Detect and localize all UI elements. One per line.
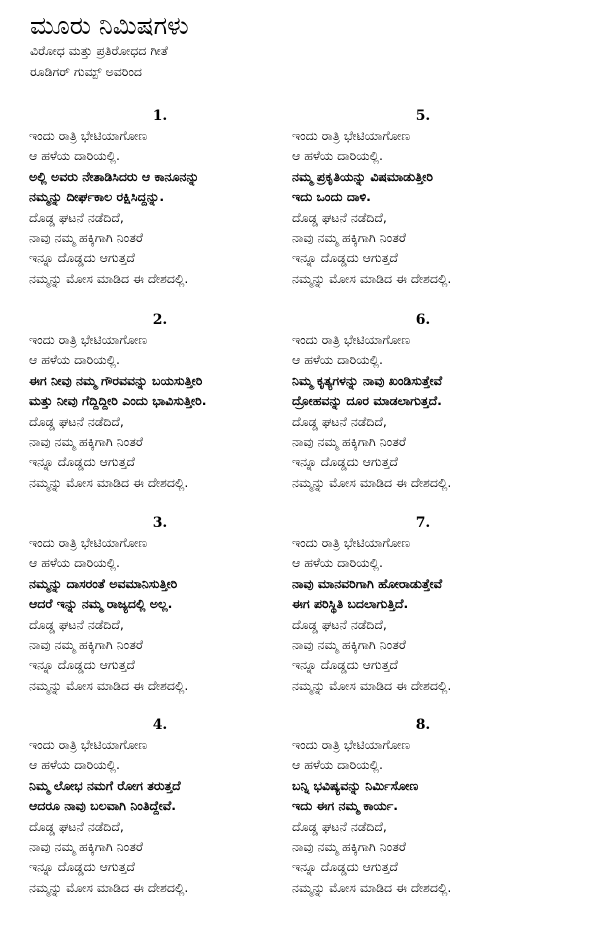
verse-line: ಇನ್ನೂ ದೊಡ್ಡದು ಆಗುತ್ತದೆ (292, 657, 398, 673)
verse-line: ದೊಡ್ಡ ಘಟನೆ ನಡೆದಿದೆ, (292, 818, 387, 834)
verse-number: 7. (415, 515, 431, 531)
verse-line-unique: ನಿಮ್ಮ ಕೃತ್ಯಗಳನ್ನು ನಾವು ಖಂಡಿಸುತ್ತೇವೆ (292, 372, 443, 388)
verse-line: ನಾವು ನಮ್ಮ ಹಕ್ಕಿಗಾಗಿ ನಿಂತರೆ (29, 433, 143, 449)
page-title: ಮೂರು ನಿಮಿಷಗಳು (30, 11, 189, 40)
verse-line: ನಾವು ನಮ್ಮ ಹಕ್ಕಿಗಾಗಿ ನಿಂತರೆ (292, 636, 406, 652)
verse-number: 6. (415, 312, 431, 328)
verse-line: ದೊಡ್ಡ ಘಟನೆ ನಡೆದಿದೆ, (29, 209, 124, 225)
verse-line: ನಾವು ನಮ್ಮ ಹಕ್ಕಿಗಾಗಿ ನಿಂತರೆ (292, 838, 406, 854)
verse-line: ನಾವು ನಮ್ಮ ಹಕ್ಕಿಗಾಗಿ ನಿಂತರೆ (292, 433, 406, 449)
verse-line: ನಮ್ಮನ್ನು ಮೋಸ ಮಾಡಿದ ಈ ದೇಶದಲ್ಲಿ. (29, 474, 189, 490)
verse-line: ಇನ್ನೂ ದೊಡ್ಡದು ಆಗುತ್ತದೆ (29, 657, 135, 673)
verse-1 (29, 107, 291, 289)
verse-line-unique: ಅಲ್ಲಿ ಅವರು ನೇತಾಡಿಸಿದರು ಆ ಕಾನೂನನ್ನು (29, 168, 199, 184)
verse-line: ನಮ್ಮನ್ನು ಮೋಸ ಮಾಡಿದ ಈ ದೇಶದಲ್ಲಿ. (292, 677, 452, 693)
verse-6 (292, 311, 554, 493)
verse-number: 5. (415, 108, 431, 124)
verse-line: ನಮ್ಮನ್ನು ಮೋಸ ಮಾಡಿದ ಈ ದೇಶದಲ್ಲಿ. (29, 270, 189, 286)
verse-line: ದೊಡ್ಡ ಘಟನೆ ನಡೆದಿದೆ, (292, 616, 387, 632)
verse-line: ನಾವು ನಮ್ಮ ಹಕ್ಕಿಗಾಗಿ ನಿಂತರೆ (29, 838, 143, 854)
verse-line: ಇನ್ನೂ ದೊಡ್ಡದು ಆಗುತ್ತದೆ (292, 250, 398, 266)
verse-line: ನಮ್ಮನ್ನು ಮೋಸ ಮಾಡಿದ ಈ ದೇಶದಲ್ಲಿ. (29, 677, 189, 693)
verse-line: ಆ ಹಳೆಯ ದಾರಿಯಲ್ಲಿ. (29, 757, 121, 773)
verse-line: ಆ ಹಳೆಯ ದಾರಿಯಲ್ಲಿ. (29, 352, 121, 368)
verse-2 (29, 311, 291, 493)
verse-line-unique: ನಮ್ಮನ್ನು ದೀರ್ಘಕಾಲ ರಕ್ಷಿಸಿದ್ದನ್ನು. (29, 189, 165, 205)
verse-line: ನಮ್ಮನ್ನು ಮೋಸ ಮಾಡಿದ ಈ ದೇಶದಲ್ಲಿ. (29, 879, 189, 895)
verse-line: ಇಂದು ರಾತ್ರಿ ಭೇಟಿಯಾಗೋಣ (29, 535, 148, 550)
verse-number: 3. (152, 515, 168, 531)
verse-line: ಇಂದು ರಾತ್ರಿ ಭೇಟಿಯಾಗೋಣ (292, 128, 411, 143)
verse-line-unique: ನಾವು ಮಾನವರಿಗಾಗಿ ಹೋರಾಡುತ್ತೇವೆ (292, 575, 443, 591)
verse-3 (29, 514, 291, 696)
subtitle-song-description: ವಿರೋಧ ಮತ್ತು ಪ್ರತಿರೋಧದ ಗೀತೆ (30, 43, 168, 58)
verse-5 (292, 107, 554, 289)
verse-line: ಇನ್ನೂ ದೊಡ್ಡದು ಆಗುತ್ತದೆ (292, 859, 398, 875)
verse-line: ಇಂದು ರಾತ್ರಿ ಭೇಟಿಯಾಗೋಣ (29, 128, 148, 143)
verse-line-unique: ಇದು ಒಂದು ದಾಳಿ. (292, 189, 371, 205)
verse-line: ದೊಡ್ಡ ಘಟನೆ ನಡೆದಿದೆ, (29, 818, 124, 834)
verse-line: ದೊಡ್ಡ ಘಟನೆ ನಡೆದಿದೆ, (29, 616, 124, 632)
verse-line: ಆ ಹಳೆಯ ದಾರಿಯಲ್ಲಿ. (292, 555, 384, 571)
verse-line-unique: ಈಗ ನೀವು ನಮ್ಮ ಗೌರವವನ್ನು ಬಯಸುತ್ತೀರಿ (29, 372, 203, 388)
verse-number: 4. (152, 717, 168, 733)
verse-line: ಇಂದು ರಾತ್ರಿ ಭೇಟಿಯಾಗೋಣ (292, 737, 411, 752)
verse-line-unique: ಆದರೆ ಇನ್ನು ನಮ್ಮ ರಾಜ್ಯದಲ್ಲಿ ಅಲ್ಲ. (29, 596, 173, 612)
verse-line-unique: ಆದರೂ ನಾವು ಬಲವಾಗಿ ನಿಂತಿದ್ದೇವೆ. (29, 798, 177, 814)
verse-line: ಆ ಹಳೆಯ ದಾರಿಯಲ್ಲಿ. (292, 757, 384, 773)
verse-7 (292, 514, 554, 696)
verse-line-unique: ಮತ್ತು ನೀವು ಗೆದ್ದಿದ್ದೀರಿ ಎಂದು ಭಾವಿಸುತ್ತೀರಿ. (29, 393, 207, 409)
verse-line-unique: ಇದು ಈಗ ನಮ್ಮ ಕಾರ್ಯ. (292, 798, 399, 814)
verse-line-unique: ಬನ್ನಿ ಭವಿಷ್ಯವನ್ನು ನಿರ್ಮಿಸೋಣ (292, 777, 419, 793)
verse-line: ನಮ್ಮನ್ನು ಮೋಸ ಮಾಡಿದ ಈ ದೇಶದಲ್ಲಿ. (292, 270, 452, 286)
verse-line: ಇನ್ನೂ ದೊಡ್ಡದು ಆಗುತ್ತದೆ (292, 454, 398, 470)
verse-line: ಇಂದು ರಾತ್ರಿ ಭೇಟಿಯಾಗೋಣ (29, 332, 148, 347)
verse-line-unique: ನಿಮ್ಮ ಲೋಭ ನಮಗೆ ರೋಗ ತರುತ್ತದೆ (29, 777, 181, 793)
verse-line: ಆ ಹಳೆಯ ದಾರಿಯಲ್ಲಿ. (292, 148, 384, 164)
verse-line: ಆ ಹಳೆಯ ದಾರಿಯಲ್ಲಿ. (292, 352, 384, 368)
verse-line: ದೊಡ್ಡ ಘಟನೆ ನಡೆದಿದೆ, (292, 209, 387, 225)
verse-line: ಆ ಹಳೆಯ ದಾರಿಯಲ್ಲಿ. (29, 555, 121, 571)
verse-line: ಇನ್ನೂ ದೊಡ್ಡದು ಆಗುತ್ತದೆ (29, 859, 135, 875)
verse-line: ನಾವು ನಮ್ಮ ಹಕ್ಕಿಗಾಗಿ ನಿಂತರೆ (292, 229, 406, 245)
verse-number: 8. (415, 717, 431, 733)
verse-line: ದೊಡ್ಡ ಘಟನೆ ನಡೆದಿದೆ, (292, 413, 387, 429)
verse-line-unique: ದ್ರೋಹವನ್ನು ದೂರ ಮಾಡಲಾಗುತ್ತದೆ. (292, 393, 442, 409)
verse-8 (292, 716, 554, 898)
verse-line-unique: ಈಗ ಪರಿಸ್ಥಿತಿ ಬದಲಾಗುತ್ತಿದೆ. (292, 596, 409, 612)
verse-line: ನಾವು ನಮ್ಮ ಹಕ್ಕಿಗಾಗಿ ನಿಂತರೆ (29, 229, 143, 245)
verse-line: ಇನ್ನೂ ದೊಡ್ಡದು ಆಗುತ್ತದೆ (29, 250, 135, 266)
verse-number: 1. (152, 108, 168, 124)
verse-line: ಆ ಹಳೆಯ ದಾರಿಯಲ್ಲಿ. (29, 148, 121, 164)
verse-line: ಇಂದು ರಾತ್ರಿ ಭೇಟಿಯಾಗೋಣ (292, 535, 411, 550)
verse-line-unique: ನಮ್ಮ ಪ್ರಕೃತಿಯನ್ನು ವಿಷಮಾಡುತ್ತೀರಿ (292, 168, 434, 184)
verse-line: ಇನ್ನೂ ದೊಡ್ಡದು ಆಗುತ್ತದೆ (29, 454, 135, 470)
verse-number: 2. (152, 312, 168, 328)
verse-line: ನಮ್ಮನ್ನು ಮೋಸ ಮಾಡಿದ ಈ ದೇಶದಲ್ಲಿ. (292, 879, 452, 895)
verse-line: ದೊಡ್ಡ ಘಟನೆ ನಡೆದಿದೆ, (29, 413, 124, 429)
verse-line: ಇಂದು ರಾತ್ರಿ ಭೇಟಿಯಾಗೋಣ (292, 332, 411, 347)
subtitle-author: ರೂಡಿಗರ್ ಗುಮ್ಪ್ ಅವರಿಂದ (30, 64, 142, 79)
verse-4 (29, 716, 291, 898)
verse-line: ನಮ್ಮನ್ನು ಮೋಸ ಮಾಡಿದ ಈ ದೇಶದಲ್ಲಿ. (292, 474, 452, 490)
verse-line: ಇಂದು ರಾತ್ರಿ ಭೇಟಿಯಾಗೋಣ (29, 737, 148, 752)
verse-line: ನಾವು ನಮ್ಮ ಹಕ್ಕಿಗಾಗಿ ನಿಂತರೆ (29, 636, 143, 652)
verse-line-unique: ನಮ್ಮನ್ನು ದಾಸರಂತೆ ಅವಮಾನಿಸುತ್ತೀರಿ (29, 575, 178, 591)
